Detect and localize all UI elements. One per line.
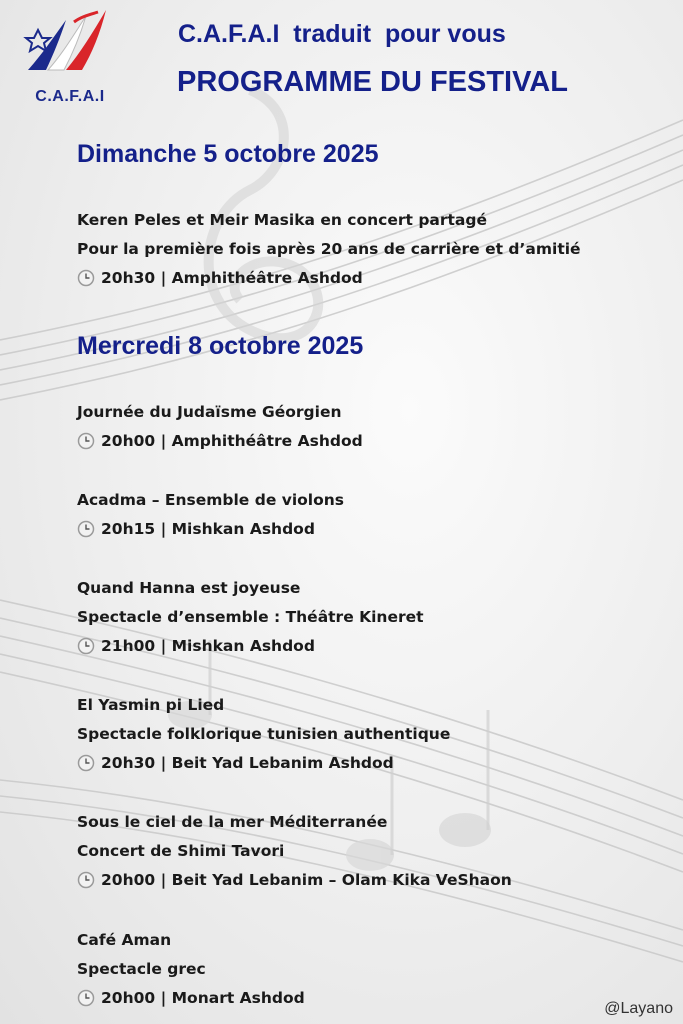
event-time (77, 754, 394, 772)
event-time-text: 20h30 | Beit Yad Lebanim Ashdod (101, 754, 394, 772)
event-line: Pour la première fois après 20 ans de carrière et d’amitié (77, 240, 581, 258)
event-time-text: 20h15 | Mishkan Ashdod (101, 520, 315, 538)
event-time (77, 637, 315, 655)
header-subtitle: C.A.F.A.I traduit pour vous (178, 20, 506, 48)
event-line: Journée du Judaïsme Géorgien (77, 403, 342, 421)
event-line: El Yasmin pi Lied (77, 696, 225, 714)
event-time-text: 20h00 | Amphithéâtre Ashdod (101, 432, 363, 450)
clock-icon (77, 432, 95, 450)
event-time (77, 520, 315, 538)
event-line: Café Aman (77, 931, 172, 949)
logo-text: C.A.F.A.I (35, 88, 105, 105)
event-line: Concert de Shimi Tavori (77, 842, 285, 860)
day-title: Mercredi 8 octobre 2025 (77, 332, 364, 360)
clock-icon (77, 871, 95, 889)
event-time-text: 20h00 | Monart Ashdod (101, 989, 305, 1007)
event-time (77, 432, 363, 450)
watermark: @Layano (604, 1000, 673, 1017)
clock-icon (77, 520, 95, 538)
clock-icon (77, 269, 95, 287)
event-line: Spectacle grec (77, 960, 206, 978)
event-line: Sous le ciel de la mer Méditerranée (77, 813, 388, 831)
day-title: Dimanche 5 octobre 2025 (77, 140, 379, 168)
clock-icon (77, 989, 95, 1007)
event-line: Acadma – Ensemble de violons (77, 491, 345, 509)
clock-icon (77, 754, 95, 772)
event-line: Quand Hanna est joyeuse (77, 579, 301, 597)
clock-icon (77, 637, 95, 655)
page-title: PROGRAMME DU FESTIVAL (177, 66, 568, 98)
event-line: Spectacle folklorique tunisien authentique (77, 725, 451, 743)
event-time-text: 21h00 | Mishkan Ashdod (101, 637, 315, 655)
event-time (77, 989, 305, 1007)
event-line: Spectacle d’ensemble : Théâtre Kineret (77, 608, 424, 626)
event-time-text: 20h00 | Beit Yad Lebanim – Olam Kika VeShaon (101, 871, 512, 889)
event-time (77, 871, 512, 889)
event-time-text: 20h30 | Amphithéâtre Ashdod (101, 269, 363, 287)
cafai-logo (18, 8, 118, 108)
event-line: Keren Peles et Meir Masika en concert partagé (77, 211, 487, 229)
event-time (77, 269, 363, 287)
